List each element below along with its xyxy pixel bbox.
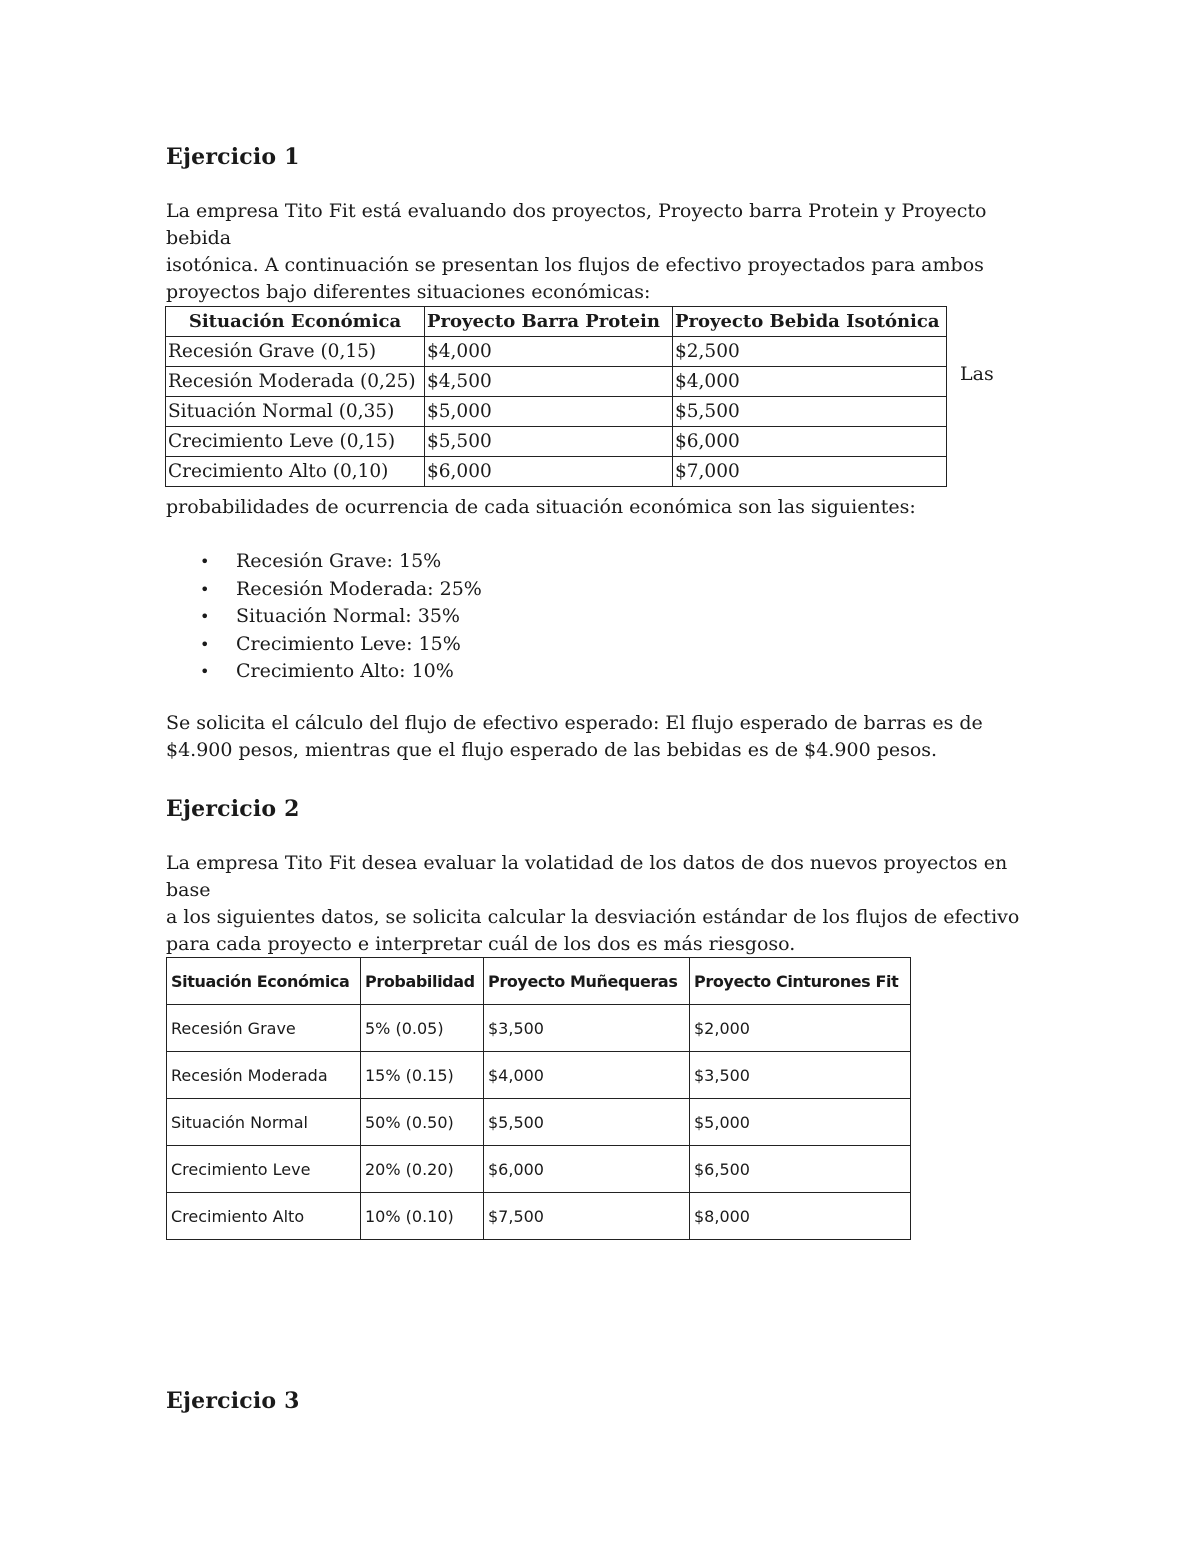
list-item-text: Recesión Grave: 15% <box>236 550 442 572</box>
table-cell: $5,000 <box>425 397 673 427</box>
ejercicio-2-intro <box>166 850 1046 958</box>
table-cell: 20% (0.20) <box>361 1146 484 1193</box>
table-cell: $7,500 <box>484 1193 690 1240</box>
ejercicio-2-title: Ejercicio 2 <box>166 796 300 822</box>
table-cell: $5,500 <box>484 1099 690 1146</box>
conclusion-line: Se solicita el cálculo del flujo de efectivo esperado: El flujo esperado de barras es de <box>166 712 983 734</box>
ejercicio-3-title: Ejercicio 3 <box>166 1388 300 1414</box>
table-cell: $5,500 <box>425 427 673 457</box>
table-cell: $3,500 <box>690 1052 911 1099</box>
column-header: Situación Económica <box>167 958 361 1005</box>
table-cell: Situación Normal <box>167 1099 361 1146</box>
table-cell: $4,000 <box>484 1052 690 1099</box>
ejercicio-1-table <box>165 306 947 487</box>
list-item <box>166 548 766 576</box>
list-item-text: Crecimiento Leve: 15% <box>236 632 461 655</box>
table-cell: $6,000 <box>673 427 947 457</box>
intro-line: proyectos bajo diferentes situaciones económicas: <box>166 281 651 303</box>
table-cell: 10% (0.10) <box>361 1193 484 1240</box>
table-cell: Crecimiento Leve <box>167 1146 361 1193</box>
list-item <box>166 658 766 686</box>
table-cell: $7,000 <box>673 457 947 487</box>
table-row <box>166 397 947 427</box>
ejercicio-1-conclusion <box>166 710 1046 764</box>
table-row <box>166 457 947 487</box>
list-item <box>166 576 766 604</box>
table-cell: 50% (0.50) <box>361 1099 484 1146</box>
table-cell: $4,000 <box>673 367 947 397</box>
column-header: Proyecto Barra Protein <box>425 307 673 337</box>
bullet-icon: • <box>200 552 210 571</box>
table-cell: Crecimiento Alto (0,10) <box>166 457 425 487</box>
table-cell: $4,000 <box>425 337 673 367</box>
column-header: Proyecto Cinturones Fit <box>690 958 911 1005</box>
ejercicio-2-table <box>166 957 911 1240</box>
intro-line: para cada proyecto e interpretar cuál de los dos es más riesgoso. <box>166 933 796 955</box>
table-row <box>167 1193 911 1240</box>
table-header-row <box>166 307 947 337</box>
table-cell: $6,000 <box>425 457 673 487</box>
table-cell: $2,000 <box>690 1005 911 1052</box>
column-header: Situación Económica <box>166 307 425 337</box>
table-cell: Recesión Moderada (0,25) <box>166 367 425 397</box>
table-cell: Situación Normal (0,35) <box>166 397 425 427</box>
table-cell: 5% (0.05) <box>361 1005 484 1052</box>
table-row <box>167 1146 911 1193</box>
table-cell: Crecimiento Alto <box>167 1193 361 1240</box>
list-item-text: Crecimiento Alto: 10% <box>236 660 454 682</box>
table-cell: Crecimiento Leve (0,15) <box>166 427 425 457</box>
table-row <box>167 1005 911 1052</box>
bullet-icon: • <box>200 579 210 599</box>
table-cell: $2,500 <box>673 337 947 367</box>
table-header-row <box>167 958 911 1005</box>
table-row <box>166 427 947 457</box>
table-cell: Recesión Grave (0,15) <box>166 337 425 367</box>
table-cell: $5,500 <box>673 397 947 427</box>
ejercicio-1-intro <box>166 198 1046 306</box>
column-header: Proyecto Muñequeras <box>484 958 690 1005</box>
table-cell: $5,000 <box>690 1099 911 1146</box>
conclusion-line: $4.900 pesos, mientras que el flujo esperado de las bebidas es de $4.900 pesos. <box>166 739 938 761</box>
list-item-text: Situación Normal: 35% <box>236 605 460 627</box>
list-item-text: Recesión Moderada: 25% <box>236 577 482 600</box>
ejercicio-1-title: Ejercicio 1 <box>166 144 300 170</box>
table-cell: 15% (0.15) <box>361 1052 484 1099</box>
side-word: Las <box>960 363 994 385</box>
bullet-icon: • <box>200 662 210 681</box>
table-cell: $6,000 <box>484 1146 690 1193</box>
list-item <box>166 603 766 631</box>
intro-line: La empresa Tito Fit está evaluando dos proyectos, Proyecto barra Protein y Proyecto bebida <box>166 200 987 249</box>
intro-line: La empresa Tito Fit desea evaluar la volatidad de los datos de dos nuevos proyectos en base <box>166 852 1008 901</box>
column-header: Probabilidad <box>361 958 484 1005</box>
probabilities-sentence: probabilidades de ocurrencia de cada situación económica son las siguientes: <box>166 496 916 518</box>
table-cell: $3,500 <box>484 1005 690 1052</box>
intro-line: isotónica. A continuación se presentan los flujos de efectivo proyectados para ambos <box>166 254 984 276</box>
column-header: Proyecto Bebida Isotónica <box>673 307 947 337</box>
bullet-icon: • <box>200 634 210 654</box>
table-cell: $4,500 <box>425 367 673 397</box>
probability-list <box>166 548 766 686</box>
table-cell: Recesión Grave <box>167 1005 361 1052</box>
intro-line: a los siguientes datos, se solicita calcular la desviación estándar de los flujos de efectivo <box>166 906 1020 928</box>
table-row <box>166 367 947 397</box>
table-cell: $6,500 <box>690 1146 911 1193</box>
table-cell: Recesión Moderada <box>167 1052 361 1099</box>
table-row <box>167 1099 911 1146</box>
table-cell: $8,000 <box>690 1193 911 1240</box>
table-row <box>166 337 947 367</box>
list-item <box>166 631 766 659</box>
bullet-icon: • <box>200 607 210 626</box>
table-row <box>167 1052 911 1099</box>
